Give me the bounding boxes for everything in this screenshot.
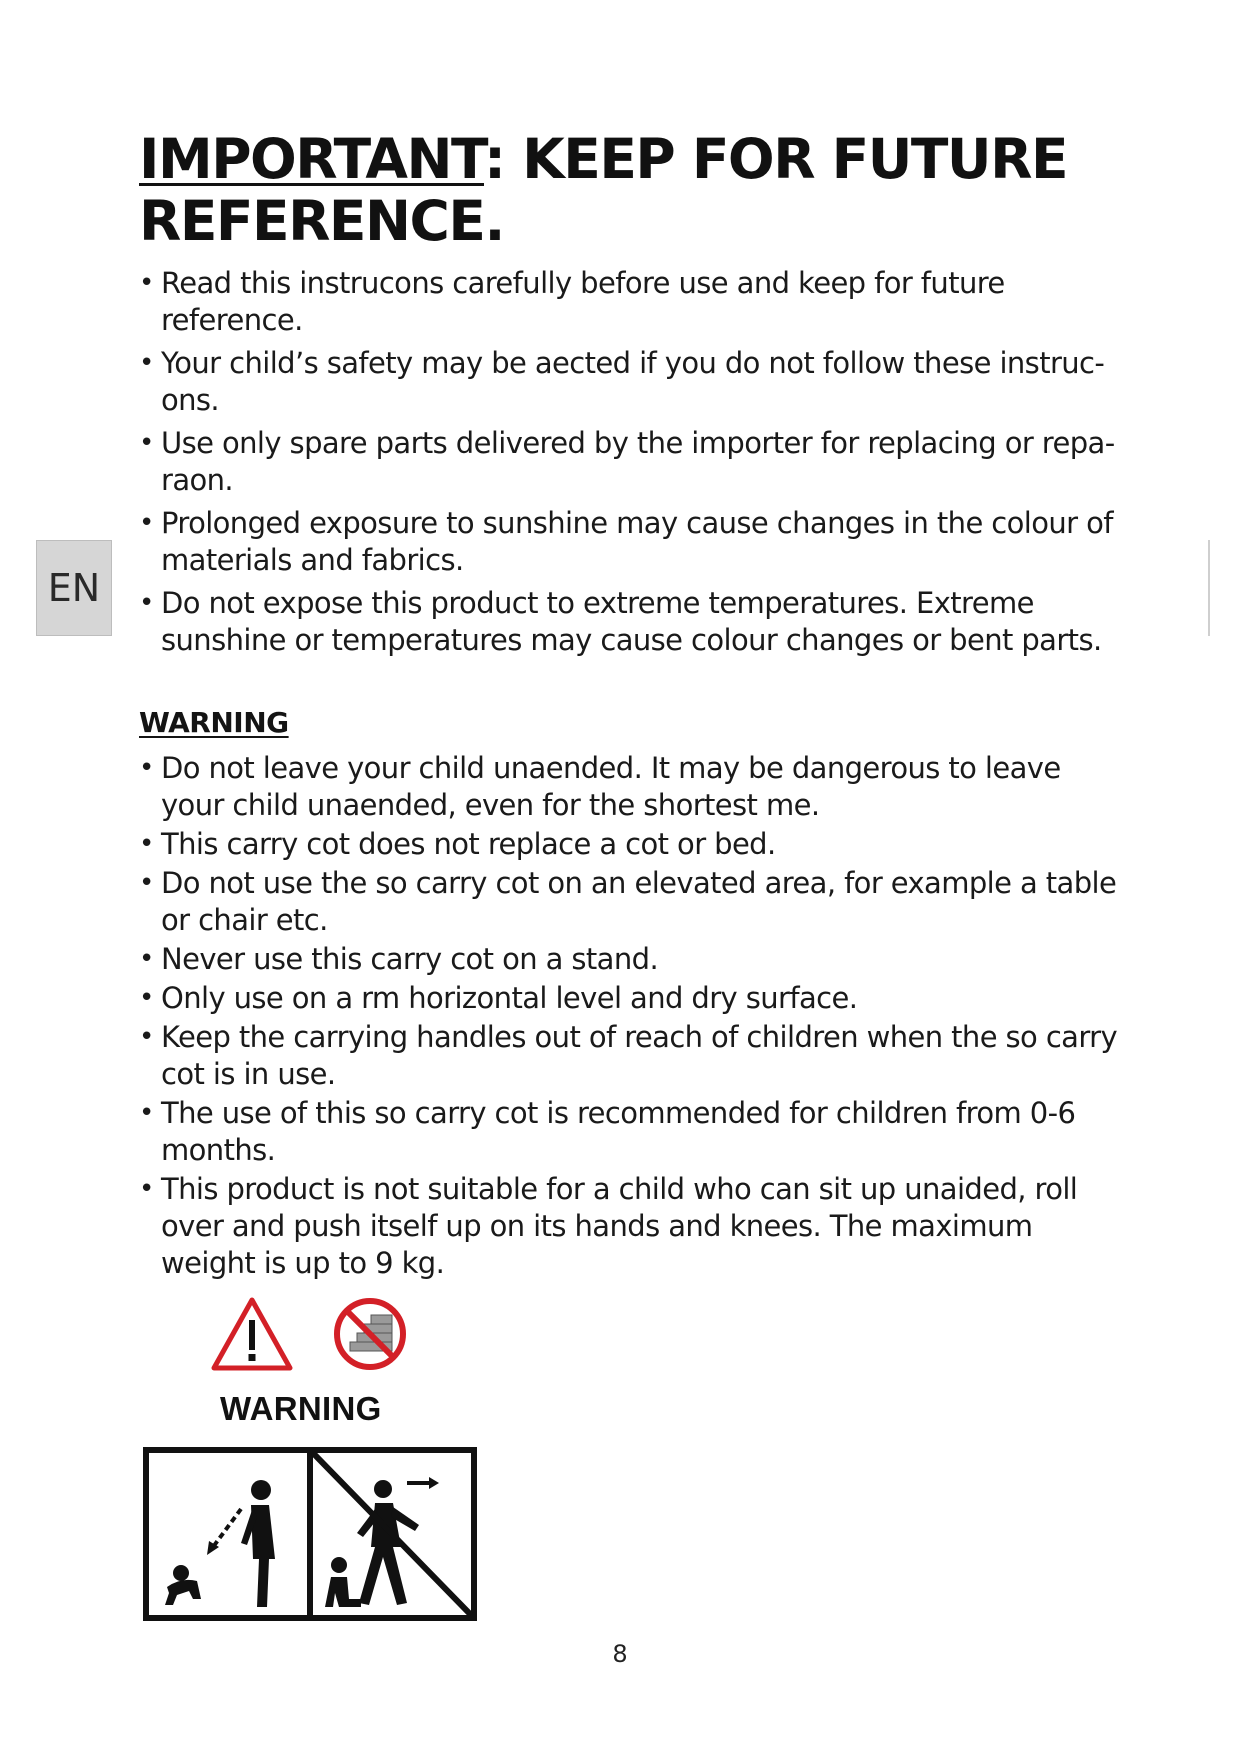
page-number: 8 — [612, 1640, 628, 1668]
warning-triangle-icon — [210, 1296, 294, 1372]
list-item: • The use of this so carry cot is recommended for children from 0-6 months. — [139, 1095, 1129, 1169]
list-item: • This product is not suitable for a child who can sit up unaided, roll over and push itself up on its hands and knees. The maximum weight is up to 9 kg. — [139, 1171, 1129, 1282]
list-item: • Do not expose this product to extreme temperatures. Extreme sunshine or temperatures may cause colour changes or bent parts. — [139, 585, 1129, 659]
list-item: • Use only spare parts delivered by the importer for replacing or repa-raon. — [139, 425, 1129, 499]
list-item: • Read this instrucons carefully before use and keep for future reference. — [139, 265, 1129, 339]
safety-instructions — [139, 265, 1129, 665]
warning-heading: WARNING — [139, 706, 289, 739]
list-item: • Keep the carrying handles out of reach of children when the so carry cot is in use. — [139, 1019, 1129, 1093]
list-item: • Only use on a rm horizontal level and dry surface. — [139, 980, 1129, 1017]
do-not-leave-child-unattended-icon — [143, 1447, 477, 1621]
list-item: • Do not leave your child unaended. It may be dangerous to leave your child unaended, even for the shortest me. — [139, 750, 1129, 824]
page-title — [139, 128, 1139, 252]
list-item: • This carry cot does not replace a cot or bed. — [139, 826, 1129, 863]
no-stairs-icon — [332, 1296, 408, 1372]
list-item: • Do not use the so carry cot on an elevated area, for example a table or chair etc. — [139, 865, 1129, 939]
list-item: • Never use this carry cot on a stand. — [139, 941, 1129, 978]
list-item: • Your child’s safety may be aected if you do not follow these instruc-ons. — [139, 345, 1129, 419]
warning-list — [139, 750, 1129, 1284]
margin-rule — [1208, 540, 1210, 636]
list-item: • Prolonged exposure to sunshine may cause changes in the colour of materials and fabrics. — [139, 505, 1129, 579]
title-important: IMPORTANT — [139, 127, 484, 191]
language-tab: EN — [36, 540, 112, 636]
title-rest: : KEEP FOR FUTURE REFERENCE. — [139, 127, 1068, 253]
warning-label: WARNING — [220, 1390, 382, 1427]
